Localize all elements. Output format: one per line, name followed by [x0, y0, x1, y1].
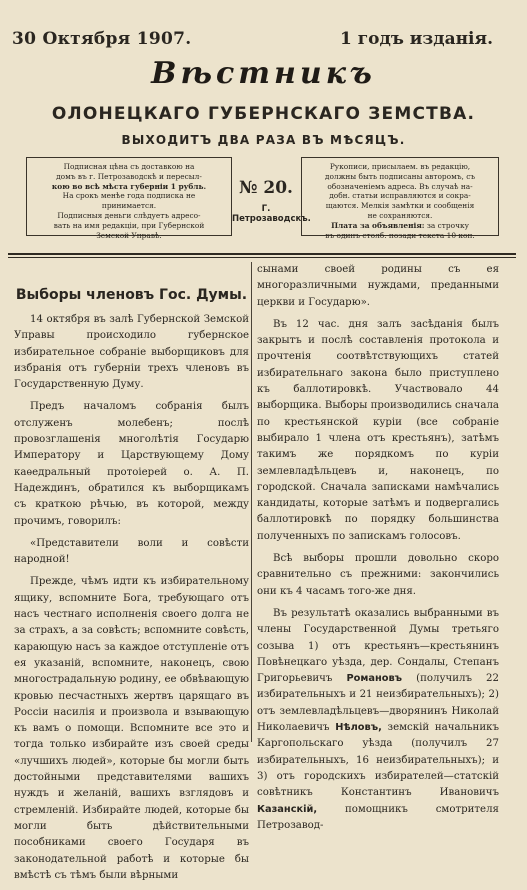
- editorial-line: Рукописи, присылаем. въ редакцію,: [329, 162, 471, 171]
- deputy-name: Нѣловъ,: [335, 722, 382, 734]
- paragraph: сынами своей родины съ ея многоразличными нуждами, преданными церкви и Государю».: [257, 264, 499, 308]
- subscription-line: Земской Управѣ.: [96, 230, 162, 240]
- editorial-line: не сохраняются.: [367, 210, 433, 220]
- paragraph-results: [257, 606, 499, 834]
- masthead-title: Вѣстникъ: [151, 56, 376, 91]
- subscription-line: Подписныя деньги слѣдуетъ адресо-: [57, 210, 201, 220]
- results-text: (получилъ 22 избирательныхъ и 21 неизбирательныхъ); 2) отъ землевладѣльцевъ—дворянинъ Николай Николаевичъ: [257, 673, 499, 734]
- editorial-box: [301, 157, 499, 240]
- results-text: Въ результатѣ оказались выбранными въ члены Государственной Думы третьяго созыва 1) отъ крестьянъ—крестьянинъ Повѣнецкаго уѣзда, дер. Сондалы, Степанъ Григорьевичъ: [257, 607, 499, 685]
- subscription-line: кою во всѣ мѣста губерніи 1 рубль.: [51, 181, 207, 191]
- subscription-line: принимается.: [101, 201, 157, 211]
- deputy-name: Романовъ: [346, 673, 403, 685]
- subscription-line: домъ въ г. Петрозаводскѣ и пересыл-: [56, 171, 202, 181]
- ads-line-2: въ одинъ столб. позади текста 10 коп.: [325, 230, 475, 240]
- editorial-line: должны быть подписаны авторомъ, съ: [324, 171, 476, 181]
- paragraph: Въ 12 час. дня залъ засѣданія былъ закрытъ и послѣ составленія протокола и прочтенія соотвѣтствующихъ статей избирательнаго закона было приступлено къ баллотировкѣ. Участвовало 44 выборщика. Выборы производились сначала по крестьянской куріи (все собраніе выбирало 1 члена отъ крестьянъ), затѣмъ такимъ же порядкомъ по куріи землевладѣльцевъ и, наконецъ, по городской. Сначала записками намѣчались кандидаты, которые затѣмъ и подвергались баллотировкѣ по порядку большинства полученныхъ по запискамъ голосовъ.: [257, 318, 499, 542]
- paragraph: «Представители воли и совѣсти народной!: [14, 537, 249, 566]
- masthead-subtitle: ОЛОНЕЦКАГО ГУБЕРНСКАГО ЗЕМСТВА.: [51, 104, 476, 124]
- results-text: помощникъ смотрителя Петрозавод-: [257, 803, 499, 831]
- column-divider: [251, 262, 252, 742]
- right-column: [257, 262, 499, 840]
- ads-line: [306, 221, 494, 231]
- editorial-line: обозначеніемъ адреса. Въ случаѣ на-: [327, 181, 473, 191]
- subscription-line: Подписная цѣна съ доставкою на: [63, 162, 195, 171]
- results-text: земскій начальникъ Каргопольскаго уѣзда (получилъ 27 избирательныхъ, 16 неизбирательныхъ); и 3) отъ городскихъ избирателей—статскій совѣтникъ Константинъ Ивановичъ: [257, 722, 499, 799]
- subscription-box: [26, 157, 232, 240]
- subscription-line: На срокъ менѣе года подписка не: [62, 191, 196, 201]
- paragraph: Прежде, чѣмъ идти къ избирательному ящику, вспомните Бога, требующаго отъ насъ честнаго исполненія своего долга не за страхъ, а за совѣсть; вспомните совѣсть, карающую насъ за каждое отступленіе отъ ея указаній, вспомните, наконецъ, свою многострадальную родину, ее обвѣвающую кровью песчастныхъ жертвъ царящаго въ Россіи насилія и произвола и взывающую къ вамъ о помощи. Вспомните все это и тогда только избирайте изъ своей среды «лучшихъ людей», которые бы могли быть достойными представителями вашихъ нуждъ и желаній, вашихъ взглядовъ и стремленій. Избирайте людей, которые бы могли быть дѣйствительными пособниками своего Государя въ законодательной работѣ и которые бы вмѣстѣ съ тѣмъ были вѣрными: [14, 576, 249, 881]
- paragraph: Всѣ выборы прошли довольно скоро сравнительно съ прежними: закончились они къ 4 часамъ того-же дня.: [257, 553, 499, 597]
- header-rule-thin: [8, 257, 516, 258]
- editorial-line: щаются. Мелкія замѣтки и сообщенія: [325, 201, 475, 211]
- ads-label: Плата за объявленія:: [331, 220, 425, 230]
- ads-text: за строчку: [426, 220, 469, 230]
- paragraph: Предъ началомъ собранія былъ отслуженъ молебенъ; послѣ провозглашенія многолѣтія Государю Императору и Царствующему Дому каѳедральный протоіерей о. А. П. Надеждинъ, обратился къ выборщикамъ съ краткою рѣчью, въ которой, между прочимъ, говорилъ:: [14, 401, 249, 527]
- dateline: [0, 29, 527, 51]
- article-title: Выборы членовъ Гос. Думы.: [15, 287, 248, 303]
- deputy-name: Казанскій,: [257, 803, 318, 815]
- header-rule: [8, 253, 516, 255]
- issue-city: Г. Петрозаводскъ.: [232, 204, 311, 224]
- issue-number: № 20.: [239, 178, 293, 198]
- left-column: [14, 262, 249, 890]
- publication-year: 1 годъ изданія.: [340, 29, 493, 49]
- editorial-line: добн. статьи исправляются и сокра-: [329, 191, 471, 201]
- masthead-frequency: ВЫХОДИТЪ ДВА РАЗА ВЪ МѢСЯЦЪ.: [121, 133, 406, 147]
- paragraph: 14 октября въ залѣ Губернской Земской Управы происходило губернское избирательное собраніе выборщиковъ для избранія отъ губерніи трехъ членовъ въ Государственную Думу.: [14, 314, 249, 391]
- subscription-line: вать на имя редакціи, при Губернской: [53, 220, 205, 230]
- issue-date: 30 Октября 1907.: [12, 29, 192, 49]
